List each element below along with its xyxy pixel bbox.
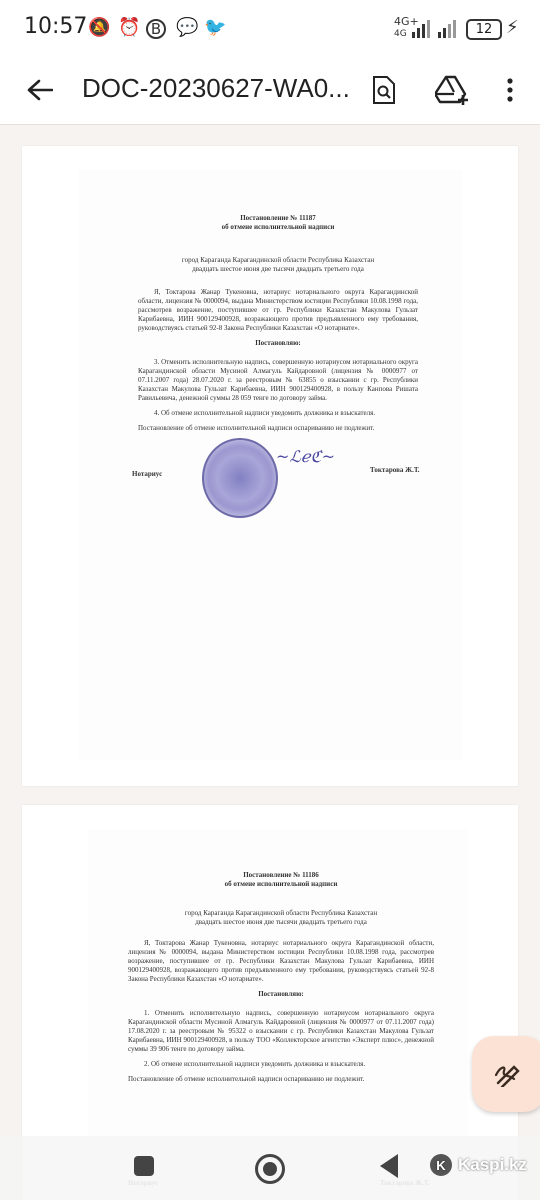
nav-back-button[interactable]: [380, 1154, 398, 1178]
doc1-resolve: Постановляю:: [255, 339, 301, 347]
kaspi-watermark-text: Kaspi.kz: [458, 1155, 527, 1174]
doc2-heading: Постановление № 11186: [243, 871, 319, 879]
doc1-place: город Караганда Карагандинской области Республика Казахстан: [181, 256, 375, 264]
battery-indicator: 12: [466, 19, 502, 40]
twitter-icon: 🐦: [204, 17, 227, 38]
more-options-button[interactable]: [490, 70, 530, 110]
app-bar: [0, 58, 540, 125]
doc1-item2: 4. Об отмене исполнительной надписи уведомить должника и взыскателя.: [154, 409, 376, 417]
signature-edit-icon: [494, 1061, 524, 1087]
doc2-subheading: об отмене исполнительной надписи: [224, 880, 338, 888]
signal-strength-icon: [410, 18, 460, 40]
notary-seal-1: [202, 438, 278, 518]
doc2-place: город Караганда Карагандинской области Республика Казахстан: [184, 909, 378, 917]
doc2-item1: 1. Отменить исполнительную надпись, совершенную нотариусом нотариального округа Карагандинской области Мусиной Алмагуль Кайдаровной (лицензия № 0000977 от 07.11.2007 года) 17.08.2020 г. за реестровым № 95322 о взыскании с гр. Республики Казахстан Макулова Гульзат Карибаевна, ИИН 900129400928, в пользу ТОО «Коллекторское агентство «Эксперт плюс», денежной суммы 39 906 тенге по договору займа.: [128, 1009, 434, 1053]
home-button[interactable]: [255, 1154, 285, 1184]
doc1-date: двадцать шестое июня две тысячи двадцать третьего года: [192, 265, 364, 273]
doc1-notary-name: Токтарова Ж.Т.: [370, 466, 420, 474]
drive-add-icon: [435, 75, 469, 105]
notifications-off-icon: 🔕: [88, 17, 111, 38]
doc2-intro: Я, Токтарова Жанар Тукеновна, нотариус нотариального округа Карагандинской области, лицензия № 0000094, выдана Министерством юстиции Республики 10.08.1998 года, рассмотрев возражение, поступившее от гр. Республики Казахстан Макулова Гульзат Карибаевна, ИИН 900129400928, возражающего против предъявленного ему требования, руководствуясь статьей 92-8 Закона Республики Казахстан «О нотариате».: [128, 939, 434, 983]
annotate-button[interactable]: [472, 1036, 540, 1112]
network-type: 4G+: [394, 15, 419, 28]
doc1-heading: Постановление № 11187: [240, 214, 316, 222]
notary-signature-1: ~ℒℯℭ~: [276, 447, 336, 466]
back-button[interactable]: [20, 70, 60, 110]
more-vert-icon: [507, 78, 513, 102]
search-in-document-button[interactable]: [364, 70, 404, 110]
recent-apps-button[interactable]: [134, 1156, 154, 1176]
arrow-back-icon: [27, 79, 53, 101]
doc2-date: двадцать шестое июня две тысячи двадцать третьего года: [195, 918, 367, 926]
charging-icon: ⚡: [506, 17, 519, 38]
doc1-subheading: об отмене исполнительной надписи: [221, 223, 335, 231]
status-bar: [0, 0, 540, 58]
document-title: DOC-20230627-WA0...: [82, 73, 350, 103]
pdf-viewer[interactable]: [0, 125, 540, 1200]
pdf-page-1: [22, 146, 518, 786]
doc1-intro: Я, Токтарова Жанар Тукеновна, нотариус нотариального округа Карагандинской области, лицензия № 0000094, выдана Министерством юстиции Республики 10.08.1998 года, рассмотрев возражение, поступившее от гр. Республики Казахстан Макулова Гульзат Карибаевна, ИИН 900129400928, возражающего против предъявленного ему требования, руководствуясь статьей 92-8 Закона Республики Казахстан «О нотариате».: [138, 288, 418, 332]
b-app-icon: B: [146, 19, 166, 39]
chat-icon: 💬: [176, 17, 199, 38]
scanned-document-1: [78, 170, 462, 760]
network-type-sub: 4G: [394, 29, 407, 39]
doc2-resolve: Постановляю:: [258, 990, 304, 998]
doc1-notary-label: Нотариус: [132, 470, 163, 478]
save-to-drive-button[interactable]: [432, 70, 472, 110]
document-search-icon: [372, 76, 396, 104]
kaspi-logo-icon: K: [430, 1154, 452, 1176]
doc1-item1: 3. Отменить исполнительную надпись, совершенную нотариусом нотариального округа Карагандинской области Мусиной Алмагуль Кайдаровной (лицензия № 0000977 от 07.11.2007 года) 28.07.2020 г. за реестровым № 63855 о взыскании с гр. Республики Казахстан Макулова Гульзат Карибаевна, ИИН 900129400928, в пользу Канпова Ришата Равильевича, денежной суммы 28 059 тенге по договору займа.: [138, 358, 418, 402]
doc2-item2: 2. Об отмене исполнительной надписи уведомить должника и взыскателя.: [144, 1060, 366, 1068]
status-time: 10:57: [24, 14, 88, 39]
alarm-icon: ⏰: [118, 17, 141, 38]
system-nav-bar: [0, 1136, 540, 1200]
kaspi-watermark: [430, 1154, 527, 1176]
doc1-final: Постановление об отмене исполнительной надписи оспариванию не подлежит.: [138, 424, 375, 432]
doc2-final: Постановление об отмене исполнительной надписи оспариванию не подлежит.: [128, 1075, 365, 1083]
